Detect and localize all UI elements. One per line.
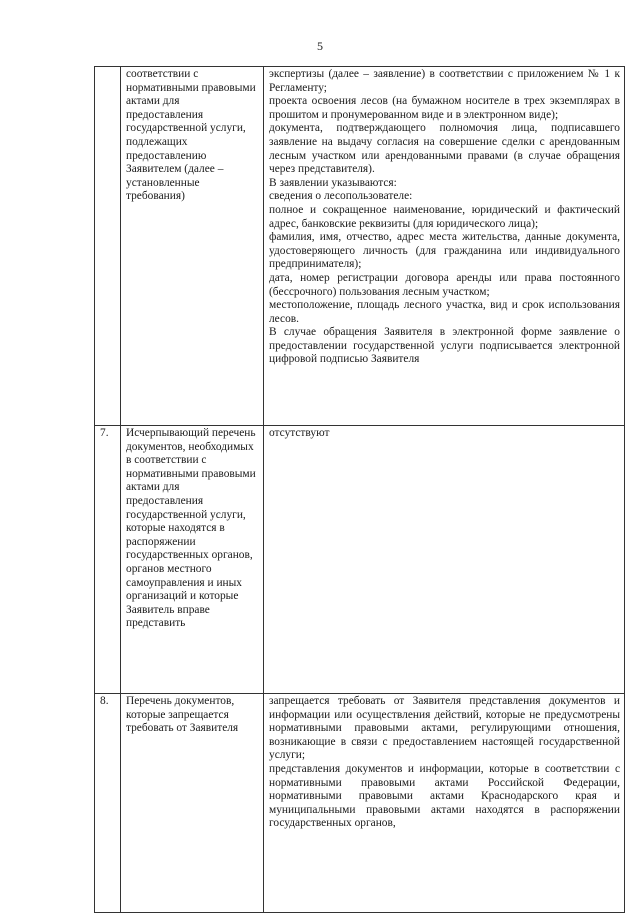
- row-number: 8.: [95, 694, 121, 913]
- row-description: соответствии с нормативными правовыми актами для предоставления государственной услуги, подлежащих предоставлению Заявителем (далее – установленные требования): [121, 67, 264, 426]
- content-paragraph: В случае обращения Заявителя в электронной форме заявление о предоставлении государственной услуги подписывается электронной цифровой подписью Заявителя: [269, 326, 620, 366]
- row-description: Перечень документов, которые запрещается требовать от Заявителя: [121, 694, 264, 913]
- content-paragraph: В заявлении указываются:: [269, 176, 397, 189]
- content-paragraph: дата, номер регистрации договора аренды или права постоянного (бессрочного) пользования лесным участком;: [269, 271, 620, 298]
- content-paragraph: экспертизы (далее – заявление) в соответствии с приложением № 1 к Регламенту;: [269, 68, 620, 94]
- content-paragraph: представления документов и информации, которые в соответствии с нормативными правовыми актами Российской Федерации, нормативными правовыми актами Краснодарского края и муниципальными правовыми актами находятся в распоряжении государственных органов,: [269, 762, 620, 830]
- content-paragraph: сведения о лесопользователе:: [269, 190, 413, 203]
- row-content: [264, 694, 625, 913]
- content-paragraph: полное и сокращенное наименование, юридический и фактический адрес, банковские реквизиты (для юридического лица);: [269, 203, 620, 230]
- content-paragraph: фамилия, имя, отчество, адрес места жительства, данные документа, удостоверяющего личность (для гражданина или индивидуального предпринимателя);: [269, 231, 620, 271]
- regulation-table: [94, 66, 625, 913]
- row-content: [264, 426, 625, 694]
- content-paragraph: проекта освоения лесов (на бумажном носителе в трех экземплярах в прошитом и пронумерованном виде и в электронном виде);: [269, 95, 620, 121]
- table-row: [95, 426, 625, 694]
- content-paragraph: запрещается требовать от Заявителя представления документов и информации или осуществления действий, которые не предусмотрены нормативными правовыми актами, регулирующими отношения, возникающие в связи с предоставлением настоящей государственной услуги;: [269, 695, 620, 762]
- row-number: [95, 67, 121, 426]
- table-row: [95, 694, 625, 913]
- row-content: [264, 67, 625, 426]
- table-row: [95, 67, 625, 426]
- content-paragraph: местоположение, площадь лесного участка, вид и срок использования лесов.: [269, 299, 620, 325]
- content-paragraph: отсутствуют: [269, 427, 330, 439]
- row-number: 7.: [95, 426, 121, 694]
- content-paragraph: документа, подтверждающего полномочия лица, подписавшего заявление на выдачу согласия на совершение сделки с арендованным лесным участком или арендованными правами (в случае обращения через представителя).: [269, 122, 620, 176]
- row-description: Исчерпывающий перечень документов, необходимых в соответствии с нормативными правовыми актами для предоставления государственной услуги, которые находятся в распоряжении государственных органов, органов местного самоуправления и иных организаций и которые Заявитель вправе представить: [121, 426, 264, 694]
- page-number: 5: [317, 39, 323, 53]
